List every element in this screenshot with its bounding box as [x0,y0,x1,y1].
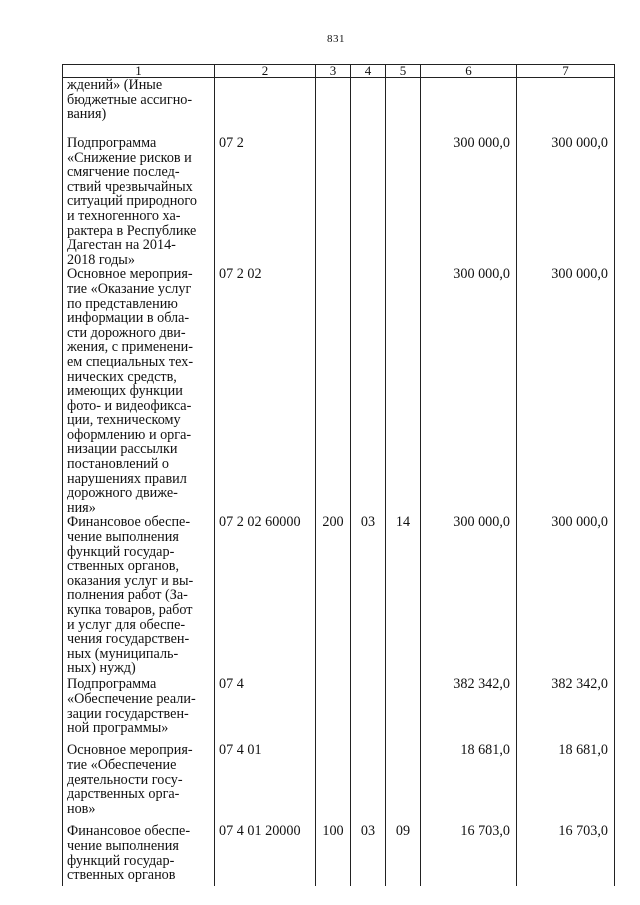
row-col6-value: 382 342,0 [421,677,517,743]
row-code-cell [215,78,316,137]
row-col5-cell: 09 [386,824,421,886]
row-name-line: фото- и видеофикса- [67,397,192,414]
row-name-line: имеющих функции [67,383,183,400]
row-name-line: смягчение послед- [67,164,180,181]
row-name-line: Финансовое обеспе- [67,515,191,531]
row-col3-cell [316,743,351,824]
row-col6-value: 16 703,0 [421,824,517,886]
row-code-cell: 07 2 [215,136,316,267]
row-name-line: «Снижение рисков и [67,149,192,166]
column-header-4: 4 [351,65,386,78]
row-col5-cell: 14 [386,515,421,677]
column-header-3: 3 [316,65,351,78]
row-name-line: ной программы» [67,720,169,737]
row-col7-value [517,78,615,137]
table-row [63,515,615,677]
row-name-line: ции, техническому [67,412,181,429]
row-name-line: дорожного движе- [67,485,178,502]
row-col7-value: 300 000,0 [517,136,615,267]
row-name-line: нов» [67,800,96,817]
row-name-line: ем специальных тех- [67,353,194,370]
row-name-line: ственных органов, [67,558,180,575]
row-col4-cell [351,78,386,137]
row-name-line: Финансовое обеспе- [67,824,191,840]
row-name-line: рактера в Республике [67,222,197,239]
row-name-line: оказания услуг и вы- [67,572,194,589]
row-col6-value: 300 000,0 [421,136,517,267]
row-name-line: ситуаций природного [67,193,197,210]
row-name-line: Основное мероприя- [67,743,193,759]
row-name-line: нарушениях правил [67,470,187,487]
column-header-2: 2 [215,65,316,78]
row-name-line: чение выполнения [67,838,179,855]
budget-table [62,64,615,886]
table-row [63,78,615,137]
row-name-line: Подпрограмма [67,136,157,151]
row-name-line: информации в обла- [67,310,190,327]
row-code-cell: 07 2 02 [215,267,316,515]
row-col7-value: 18 681,0 [517,743,615,824]
row-name-cell [63,743,215,824]
row-col6-value: 300 000,0 [421,267,517,515]
row-name-line: чения государствен- [67,631,190,648]
row-name-line: Дагестан на 2014- [67,237,176,254]
header-row [63,65,615,78]
row-name-line: ния» [67,499,96,516]
page-number: 831 [327,33,345,45]
row-name-line: сти дорожного дви- [67,324,186,341]
row-col3-cell [316,677,351,743]
table-row [63,136,615,267]
row-name-line: Основное мероприя- [67,267,193,283]
row-col5-cell [386,78,421,137]
row-col4-cell [351,677,386,743]
row-name-line: купка товаров, работ [67,602,193,618]
table-row [63,677,615,743]
row-name-line: тие «Обеспечение [67,757,177,774]
row-name-line: ствий чрезвычайных [67,178,193,195]
row-code-cell: 07 4 01 20000 [215,824,316,886]
row-name-line: ных) нужд) [67,660,136,677]
row-col7-value: 300 000,0 [517,267,615,515]
row-name-line: нических средств, [67,368,177,385]
column-header-6: 6 [421,65,517,78]
row-code-cell: 07 4 [215,677,316,743]
column-header-7: 7 [517,65,615,78]
row-col7-value: 300 000,0 [517,515,615,677]
row-name-cell [63,824,215,886]
table-row [63,824,615,886]
row-name-line: функций государ- [67,543,175,560]
row-col4-cell [351,267,386,515]
row-name-line: чение выполнения [67,529,179,546]
row-name-line: Подпрограмма [67,677,157,693]
row-name-line: по представлению [67,295,178,312]
row-col3-cell: 200 [316,515,351,677]
row-col4-cell: 03 [351,515,386,677]
row-name-line: дарственных орга- [67,786,180,803]
row-col3-cell [316,78,351,137]
row-col7-value: 382 342,0 [517,677,615,743]
row-col3-cell [316,136,351,267]
row-name-line: и услуг для обеспе- [67,616,186,633]
row-col3-cell [316,267,351,515]
row-col4-cell [351,136,386,267]
row-col6-value: 300 000,0 [421,515,517,677]
row-col5-cell [386,136,421,267]
row-col4-cell [351,743,386,824]
row-col5-cell [386,267,421,515]
column-header-1: 1 [63,65,215,78]
table-row [63,267,615,515]
row-name-line: ственных органов [67,867,176,884]
row-name-line: тие «Оказание услуг [67,280,192,297]
row-col5-cell [386,743,421,824]
row-name-line: бюджетные ассигно- [67,91,193,108]
row-col4-cell: 03 [351,824,386,886]
row-name-line: жения, с применени- [67,339,193,356]
row-name-line: функций государ- [67,852,175,869]
row-col6-value: 18 681,0 [421,743,517,824]
row-code-cell: 07 2 02 60000 [215,515,316,677]
row-name-line: полнения работ (За- [67,587,188,604]
row-col3-cell: 100 [316,824,351,886]
row-name-line: низации рассылки [67,441,178,458]
row-name-cell [63,136,215,267]
row-name-cell [63,515,215,677]
row-name-cell [63,677,215,743]
row-col5-cell [386,677,421,743]
row-name-line: вания) [67,106,107,123]
column-header-5: 5 [386,65,421,78]
row-name-cell [63,78,215,137]
row-name-cell [63,267,215,515]
row-name-line: постановлений о [67,456,170,473]
row-name-line: 2018 годы» [67,251,135,268]
row-col6-value [421,78,517,137]
row-name-line: ных (муниципаль- [67,645,179,662]
row-name-line: деятельности госу- [67,771,183,788]
row-name-line: «Обеспечение реали- [67,691,196,708]
row-code-cell: 07 4 01 [215,743,316,824]
table-row [63,743,615,824]
row-name-line: зации государствен- [67,705,189,722]
row-name-line: и техногенного ха- [67,207,181,224]
row-col7-value: 16 703,0 [517,824,615,886]
row-name-line: ждений» (Иные [67,77,163,93]
row-name-line: оформлению и орга- [67,426,192,443]
